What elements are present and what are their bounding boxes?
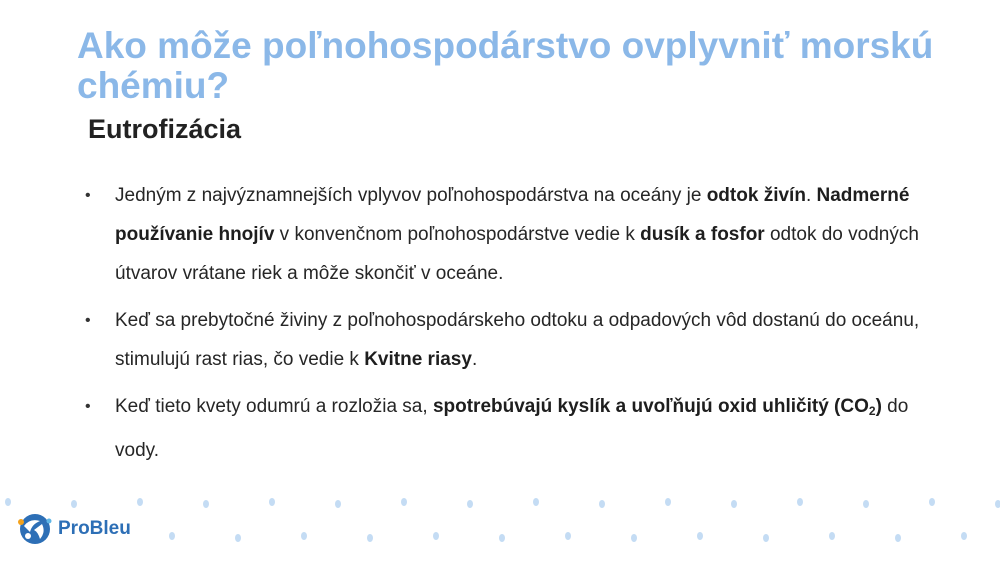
bullet-list xyxy=(85,176,925,478)
decorative-dot xyxy=(863,500,869,508)
decorative-dot xyxy=(467,500,473,508)
decorative-dot xyxy=(961,532,967,540)
decorative-dot xyxy=(5,498,11,506)
decorative-dot xyxy=(433,532,439,540)
decorative-dot xyxy=(301,532,307,540)
decorative-dot xyxy=(533,498,539,506)
decorative-dot xyxy=(367,534,373,542)
bullet-1-text-4: Nadmerné používanie hnojív xyxy=(115,185,910,245)
decorative-dot xyxy=(599,500,605,508)
bullet-3-text-4: ) xyxy=(875,396,882,417)
decorative-dot xyxy=(731,500,737,508)
decorative-dot xyxy=(169,532,175,540)
bullet-2-text-3: . xyxy=(471,349,478,370)
decorative-dot xyxy=(697,532,703,540)
bullet-3-text-5: do vody. xyxy=(115,396,909,461)
decorative-dot xyxy=(401,498,407,506)
decorative-dot xyxy=(269,498,275,506)
slide-title: Ako môže poľnohospodárstvo ovplyvniť morskú chémiu? xyxy=(77,25,934,106)
decorative-dot xyxy=(137,498,143,506)
decorative-dot xyxy=(929,498,935,506)
bullet-1-text-6: dusík a fosfor xyxy=(640,224,765,245)
decorative-dot xyxy=(763,534,769,542)
decorative-dot xyxy=(665,498,671,506)
bullet-2-text-2: Kvitne riasy xyxy=(364,349,472,370)
decorative-dot xyxy=(565,532,571,540)
decorative-dot xyxy=(499,534,505,542)
bullet-item-2 xyxy=(85,301,925,379)
bullet-item-1 xyxy=(85,176,925,293)
decorative-dot xyxy=(631,534,637,542)
bullet-1-text-2: odtok živín xyxy=(706,185,806,206)
bullet-3-text-3: 2 xyxy=(868,404,876,418)
bullet-3-text-2: spotrebúvajú kyslík a uvoľňujú oxid uhličitý (CO xyxy=(432,396,869,417)
bullet-3-text-1: Keď tieto kvety odumrú a rozložia sa, xyxy=(115,396,433,417)
probleu-logo-icon xyxy=(16,512,54,546)
bullet-item-3 xyxy=(85,387,925,470)
decorative-dot xyxy=(235,534,241,542)
bullet-1-text-1: Jedným z najvýznamnejších vplyvov poľnohospodárstva na oceány je xyxy=(115,185,707,206)
bullet-1-text-3: . xyxy=(805,185,817,206)
probleu-logo xyxy=(16,512,131,546)
brand-name: ProBleu xyxy=(58,518,131,539)
bullet-1-text-5: v konvenčnom poľnohospodárstve vedie k xyxy=(274,224,641,245)
bullet-1-text-7: odtok do vodných útvarov vrátane riek a môže skončiť v oceáne. xyxy=(115,224,919,284)
decorative-dot-pattern xyxy=(0,488,1000,563)
decorative-dot xyxy=(335,500,341,508)
slide-subtitle: Eutrofizácia xyxy=(88,114,242,144)
decorative-dot xyxy=(71,500,77,508)
decorative-dot xyxy=(203,500,209,508)
bullet-2-text-1: Keď sa prebytočné živiny z poľnohospodárskeho odtoku a odpadových vôd dostanú do oceánu, stimulujú rast rias, čo vedie k xyxy=(115,310,920,370)
decorative-dot xyxy=(829,532,835,540)
decorative-dot xyxy=(895,534,901,542)
decorative-dot xyxy=(995,500,1000,508)
decorative-dot xyxy=(797,498,803,506)
